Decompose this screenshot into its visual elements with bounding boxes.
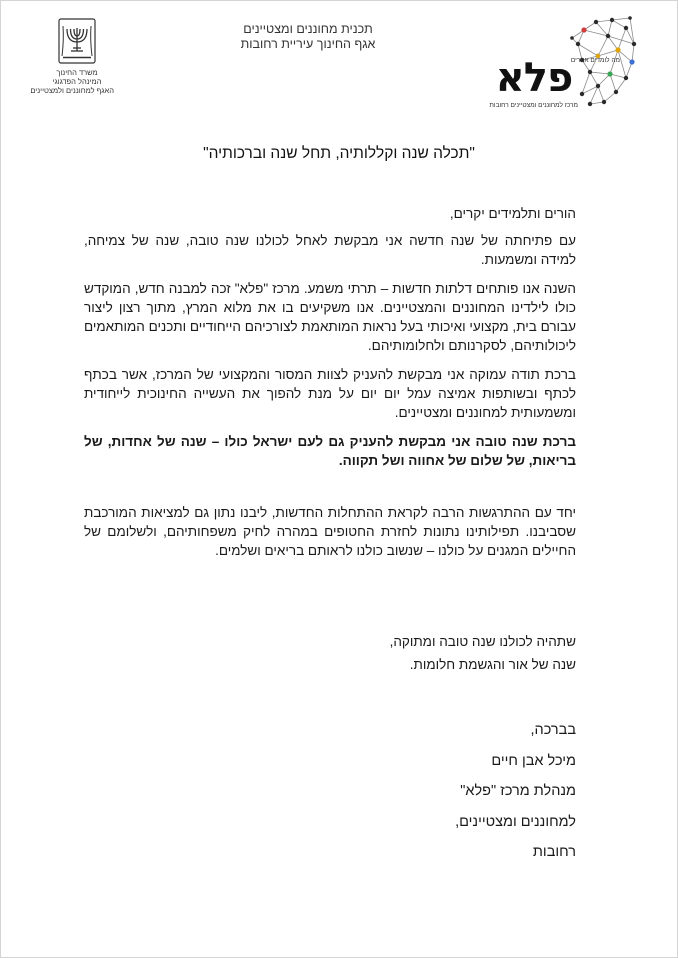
signer-role: מנהלת מרכז "פלא" (460, 783, 576, 800)
signer-name: מיכל אבן חיים (491, 752, 576, 769)
pele-logo (486, 16, 638, 112)
letter-body (84, 204, 576, 560)
department-name: אגף החינוך עיריית רחובות (240, 37, 376, 51)
signature-line: בברכה, (530, 722, 576, 738)
signer-role: למחוננים ומצטיינים, (455, 813, 576, 830)
paragraph: יחד עם ההתרגשות הרבה לקראת ההתחלות החדשות, ליבנו נתון גם למציאות המורכבת שסביבנו. תפילותינו נתונות לחזרת החטופים במהרה לחיק משפחותיהם, ולשלומם של החיילים המגנים על כולנו – שנשוב כולנו לראותם בריאים ושלמים. (84, 505, 576, 558)
pele-wordmark: פלא (495, 55, 573, 101)
program-title (208, 22, 408, 52)
paragraph: השנה אנו פותחים דלתות חדשות – תרתי משמע. מרכז "פלא" זכה למבנה חדש, המוקדש כולו לילדינו המחוננים והמצטיינים. אנו משקיעים בו את מלוא המרץ, מתוך רצון ליצור עבורם בית, מקצועי ואיכותי בעל נראות המותאמת לצורכיהם הייחודיים ותכנים המותאמים ליכולותיהם, לסקרנותם ולחלומותיהם. (84, 281, 576, 353)
greeting: הורים ותלמידים יקרים, (449, 206, 576, 221)
paragraph: עם פתיחתה של שנה חדשה אני מבקשת לאחל לכולנו שנה טובה, שנה של צמיחה, למידה ומשמעות. (84, 233, 576, 267)
letterhead (0, 0, 678, 125)
pele-subtitle: מרכז למחוננים ומצטיינים רחובות (489, 102, 578, 109)
signer-city: רחובות (532, 844, 576, 861)
bold-paragraph: ברכת שנה טובה אני מבקשת להעניק גם לעם ישראל כולו – שנה של אחדות, של בריאות, של שלום של אחווה ושל תקווה. (84, 434, 576, 468)
signature-block (84, 715, 576, 868)
closing-line: שתהיה לכולנו שנה טובה ומתוקה, (389, 634, 576, 649)
program-name: תכנית מחוננים ומצטיינים (243, 22, 373, 36)
ministry-name: משרד החינוך המינהל הפדגוגי האגף למחוננים ולמצטיינים (30, 68, 114, 95)
paragraph: ברכת תודה עמוקה אני מבקשת להעניק לצוות המסור והמקצועי של המרכז, אשר בכתף לכתף ובשותפות אמיצה עמל יום יום על מנת להפוך את העשייה החינוכית לייחודית ומשמעותית למחוננים ומצטיינים. (84, 367, 576, 420)
letter-title: "תכלה שנה וקללותיה, תחל שנה וברכותיה" (203, 145, 475, 162)
closing-wishes (84, 630, 576, 676)
ministry-logo (30, 18, 114, 95)
menorah-emblem-icon (58, 18, 96, 64)
closing-line: שנה של אור והגשמת חלומות. (409, 657, 576, 672)
pele-tagline: מה לומדים אחרים (570, 57, 620, 64)
